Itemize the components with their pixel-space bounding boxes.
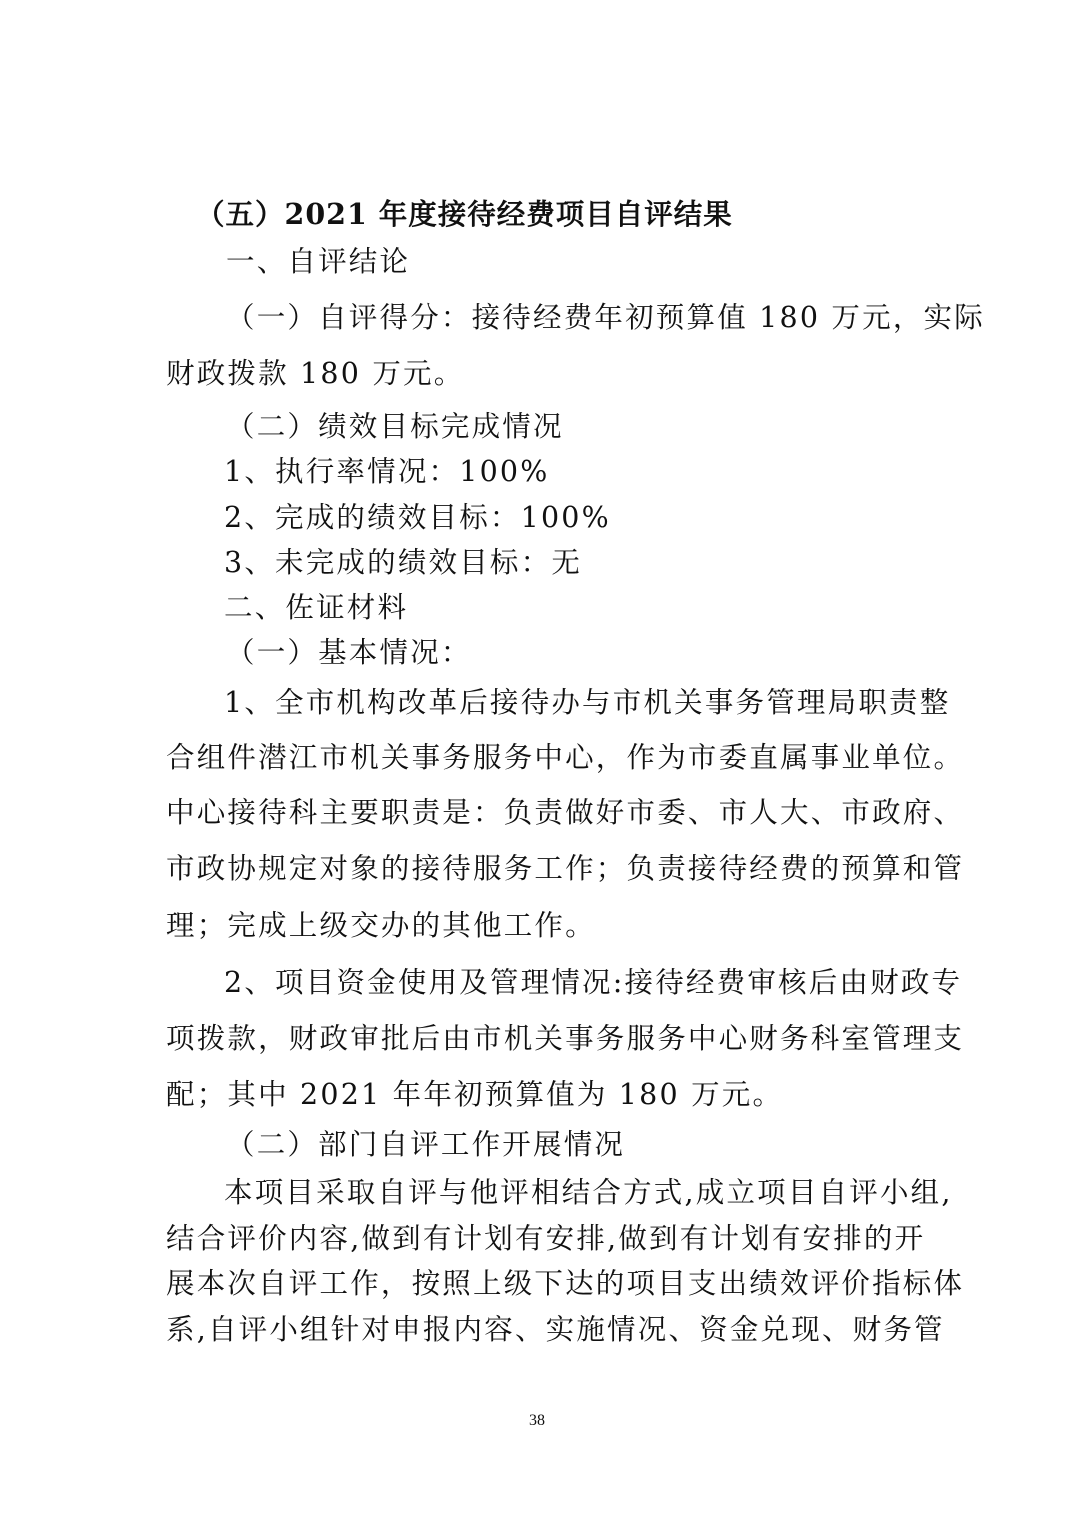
paragraph-line: 二、佐证材料 [224, 591, 409, 624]
paragraph-line: 配；其中 2021 年年初预算值为 180 万元。 [166, 1078, 784, 1111]
paragraph-line: 2、项目资金使用及管理情况:接待经费审核后由财政专 [224, 966, 963, 999]
paragraph-line: 系,自评小组针对申报内容、实施情况、资金兑现、财务管 [166, 1313, 945, 1346]
paragraph-line: 1、执行率情况：100% [224, 455, 550, 488]
paragraph-line: 合组件潜江市机关事务服务中心，作为市委直属事业单位。 [166, 741, 965, 774]
paragraph-line: 理；完成上级交办的其他工作。 [166, 909, 596, 942]
paragraph-line: （一）自评得分：接待经费年初预算值 180 万元，实际 [226, 301, 985, 334]
paragraph-line: 2、完成的绩效目标：100% [224, 501, 611, 534]
paragraph-line: 市政协规定对象的接待服务工作；负责接待经费的预算和管 [166, 852, 965, 885]
paragraph-line: 中心接待科主要职责是：负责做好市委、市人大、市政府、 [166, 796, 965, 829]
paragraph-line: 结合评价内容,做到有计划有安排,做到有计划有安排的开 [166, 1222, 926, 1255]
paragraph-line: （二）部门自评工作开展情况 [226, 1128, 626, 1161]
paragraph-line: （一）基本情况： [226, 636, 472, 669]
section-heading: （五）2021 年度接待经费项目自评结果 [196, 197, 733, 231]
paragraph-line: （二）绩效目标完成情况 [226, 410, 564, 443]
paragraph-line: 1、全市机构改革后接待办与市机关事务管理局职责整 [224, 686, 951, 719]
paragraph-line: 项拨款，财政审批后由市机关事务服务中心财务科室管理支 [166, 1022, 965, 1055]
paragraph-line: 一、自评结论 [226, 245, 411, 278]
page-number: 38 [529, 1412, 545, 1429]
paragraph-line: 本项目采取自评与他评相结合方式,成立项目自评小组, [224, 1176, 953, 1209]
paragraph-line: 财政拨款 180 万元。 [166, 357, 465, 390]
paragraph-line: 展本次自评工作，按照上级下达的项目支出绩效评价指标体 [166, 1267, 965, 1300]
paragraph-line: 3、未完成的绩效目标：无 [224, 546, 583, 579]
